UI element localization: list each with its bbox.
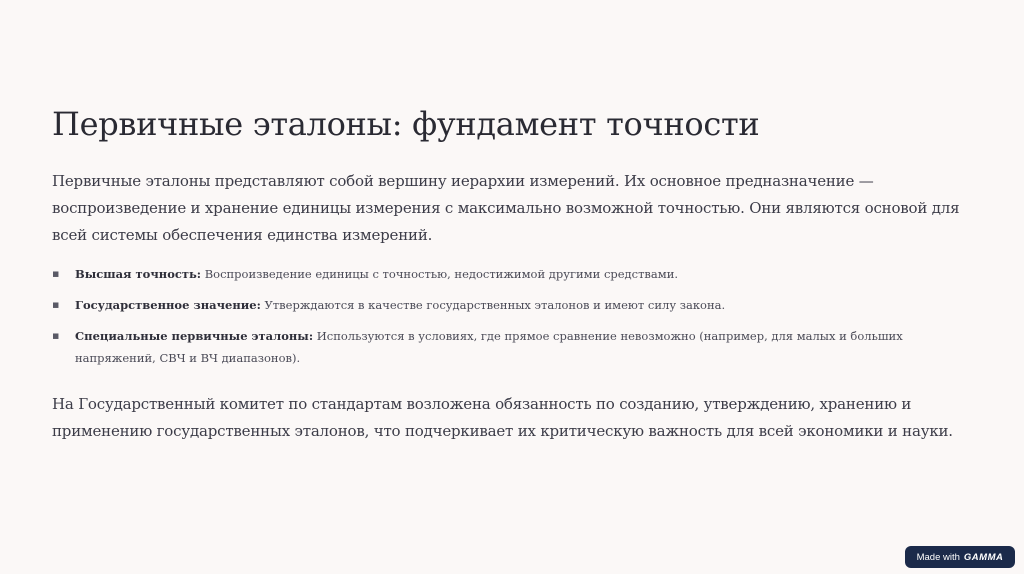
closing-paragraph: На Государственный комитет по стандартам возложена обязанность по созданию, утверждению, хранению и применению государственных эталонов, что подчеркивает их критическую важность для всей экономики и науки. [52, 395, 953, 440]
slide-title: Первичные эталоны: фундамент точности [52, 105, 760, 143]
bullet-list [52, 263, 972, 369]
bullet-item [52, 263, 980, 285]
bullet-marker-icon: ▪ [52, 329, 60, 342]
made-with-gamma-badge[interactable] [905, 546, 1015, 568]
bullet-label: Государственное значение: [75, 298, 261, 312]
gamma-logo: GAMMA [963, 551, 1004, 563]
slide-content [52, 98, 972, 445]
bullet-text: Используются в условиях, где прямое сравнение невозможно (например, для малых и больших напряжений, СВЧ и ВЧ диапазонов). [75, 329, 903, 365]
bullet-text: Утверждаются в качестве государственных эталонов и имеют силу закона. [260, 298, 726, 312]
bullet-label: Специальные первичные эталоны: [75, 329, 314, 343]
bullet-label: Высшая точность: [75, 267, 202, 281]
badge-prefix: Made with [916, 551, 960, 563]
bullet-marker-icon: ▪ [52, 298, 60, 311]
bullet-item [52, 325, 980, 369]
bullet-text: Воспроизведение единицы с точностью, недостижимой другими средствами. [201, 267, 679, 281]
intro-paragraph: Первичные эталоны представляют собой вершину иерархии измерений. Их основное предназначение — воспроизведение и хранение единицы измерения с максимально возможной точностью. Они являются основой для всей системы обеспечения единства измерений. [52, 172, 960, 244]
bullet-item [52, 294, 980, 316]
bullet-marker-icon: ▪ [52, 267, 60, 280]
